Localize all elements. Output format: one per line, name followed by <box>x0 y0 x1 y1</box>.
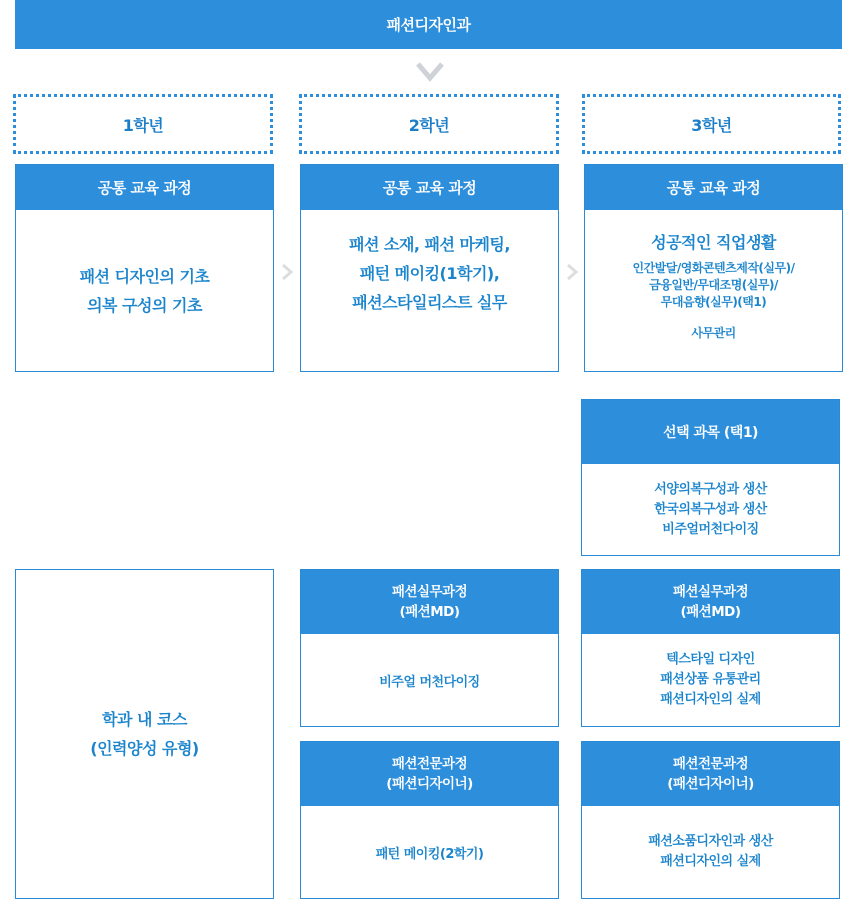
designer-track-header <box>582 742 839 806</box>
course-item: 한국의복구성과 생산 <box>654 501 767 517</box>
course-item: 패션상품 유통관리 <box>660 672 761 687</box>
md-track-year2 <box>300 569 559 727</box>
common-course-year2-body <box>301 210 558 391</box>
designer-track-title: 패션전문과정 <box>391 756 468 772</box>
department-title: 패션디자인과 <box>15 0 842 49</box>
course-item: 패션 디자인의 기초 <box>79 266 210 286</box>
course-item: 패션디자인의 실제 <box>660 692 761 707</box>
designer-track-subtitle: (패션디자이너) <box>667 776 754 792</box>
md-track-title: 패션실무과정 <box>391 584 468 600</box>
course-item: 패션소품디자인과 생산 <box>648 834 773 849</box>
career-life-title: 성공적인 직업생활 <box>651 233 776 252</box>
designer-track-year2 <box>300 741 559 899</box>
md-track-title: 패션실무과정 <box>672 584 749 600</box>
chevron-right-icon <box>565 262 579 282</box>
md-track-header <box>301 570 558 634</box>
course-item: 사무관리 <box>691 326 736 340</box>
designer-track-year3-body <box>582 806 839 898</box>
course-item: 패션스타일리스트 실무 <box>352 293 507 312</box>
md-track-year2-body <box>301 634 558 726</box>
md-track-year3 <box>581 569 840 727</box>
elective-course-header: 선택 과목 (택1) <box>582 400 839 464</box>
year-3-label: 3학년 <box>582 94 841 154</box>
common-course-year3 <box>584 164 843 372</box>
elective-course-body <box>582 464 839 555</box>
designer-track-year2-body <box>301 806 558 898</box>
course-item: 금융일반/무대조명(실무)/ <box>649 278 778 292</box>
common-course-year1 <box>15 164 274 372</box>
common-course-header: 공통 교육 과정 <box>585 165 842 210</box>
department-course-body <box>16 570 273 898</box>
md-track-subtitle: (패션MD) <box>399 604 460 620</box>
course-item: 무대음향(실무)(택1) <box>660 295 767 309</box>
course-item: 패션디자인의 실제 <box>660 854 761 869</box>
course-item: 서양의복구성과 생산 <box>654 481 767 497</box>
year-2-label: 2학년 <box>299 94 559 154</box>
year-1-label: 1학년 <box>13 94 273 154</box>
md-track-year3-body <box>582 634 839 726</box>
designer-track-year3 <box>581 741 840 899</box>
common-course-year3-body <box>585 210 842 391</box>
md-track-subtitle: (패션MD) <box>680 604 741 620</box>
md-track-header <box>582 570 839 634</box>
course-item: 비주얼머천다이징 <box>662 521 759 537</box>
designer-track-subtitle: (패션디자이너) <box>386 776 473 792</box>
course-item: 텍스타일 디자인 <box>666 652 755 667</box>
course-item: 비주얼 머천다이징 <box>379 674 480 690</box>
course-item: 패션 소재, 패션 마케팅, <box>349 235 510 254</box>
department-course-title: 학과 내 코스 <box>102 710 187 729</box>
chevron-right-icon <box>280 262 294 282</box>
common-course-header: 공통 교육 과정 <box>16 165 273 210</box>
common-course-year2 <box>300 164 559 372</box>
elective-course-card <box>581 399 840 556</box>
course-item: 인간발달/영화콘텐츠제작(실무)/ <box>632 261 795 275</box>
chevron-down-icon <box>416 60 444 84</box>
common-course-header: 공통 교육 과정 <box>301 165 558 210</box>
designer-track-header <box>301 742 558 806</box>
department-course-subtitle: (인력양성 유형) <box>90 739 199 758</box>
course-item: 패턴 메이킹(2학기) <box>375 846 484 862</box>
course-item: 의복 구성의 기초 <box>87 295 202 315</box>
designer-track-title: 패션전문과정 <box>672 756 749 772</box>
department-course-box <box>15 569 274 899</box>
common-course-year1-body <box>16 210 273 371</box>
course-item: 패턴 메이킹(1학기), <box>359 264 500 283</box>
